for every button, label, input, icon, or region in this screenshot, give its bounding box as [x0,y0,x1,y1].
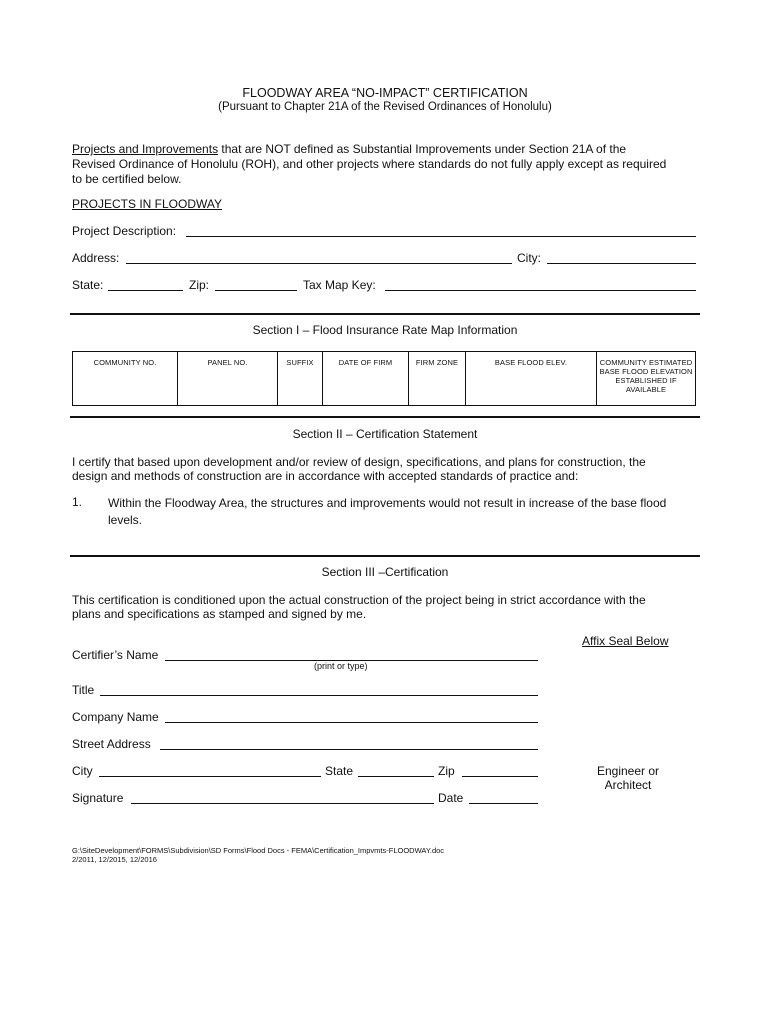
zip-field[interactable] [215,290,297,291]
column-base-flood-elev: BASE FLOOD ELEV. [466,352,597,406]
section-divider [70,313,700,315]
intro-line2: Revised Ordinance of Honolulu (ROH), and other projects where standards do not fully apply except as required [72,157,667,171]
intro-line1: that are NOT defined as Substantial Improvements under Section 21A of the [218,142,627,156]
project-description-label: Project Description: [72,224,177,238]
column-panel-no: PANEL NO. [178,352,278,406]
condition-line2: plans and specifications as stamped and signed by me. [72,607,367,621]
column-suffix: SUFFIX [278,352,323,406]
certifier-name-label: Certifier’s Name [72,648,159,662]
state-field[interactable] [108,290,183,291]
projects-heading: PROJECTS IN FLOODWAY [72,197,223,211]
column-community-no: COMMUNITY NO. [73,352,178,406]
footer [72,846,444,864]
certifier-state-label: State [325,764,354,778]
certifier-zip-field[interactable] [462,776,538,777]
tax-map-key-field[interactable] [385,290,696,291]
signature-label: Signature [72,791,124,805]
company-name-label: Company Name [72,710,159,724]
section1-heading: Section I – Flood Insurance Rate Map Information [252,323,518,337]
section-divider [70,416,700,418]
statement-line2: design and methods of construction are in accordance with accepted standards of practice and: [72,469,579,483]
engineer-line2: Architect [604,778,652,792]
address-label: Address: [72,251,120,265]
statement-line1: I certify that based upon development and/or review of design, specifications, and plans for construction, the [72,455,646,469]
item-line1: Within the Floodway Area, the structures and improvements would not result in increase of the base flood [108,496,667,510]
project-description-field[interactable] [186,236,696,237]
intro-line3: to be certified below. [72,172,182,186]
zip-label: Zip: [189,278,210,292]
column-date-of-firm: DATE OF FIRM [323,352,409,406]
certifier-state-field[interactable] [358,776,434,777]
address-field[interactable] [126,263,512,264]
date-field[interactable] [469,803,538,804]
company-name-field[interactable] [165,722,538,723]
intro-paragraph [72,142,712,187]
section-divider [70,555,700,557]
city-field[interactable] [547,263,696,264]
footer-file-path: G:\SiteDevelopment\FORMS\Subdivision\SD Forms\Flood Docs - FEMA\Certification_Impvmts-FLOODWAY.doc [72,846,445,855]
table-row [73,352,696,406]
print-or-type-hint: (print or type) [314,661,368,671]
footer-revision-dates: 2/2011, 12/2015, 12/2016 [72,855,157,864]
form-subtitle: (Pursuant to Chapter 21A of the Revised Ordinances of Honolulu) [218,101,552,113]
item-number: 1. [72,495,83,509]
street-address-label: Street Address [72,737,151,751]
section3-heading: Section III –Certification [321,565,449,579]
section2-heading: Section II – Certification Statement [292,427,478,441]
state-label: State: [72,278,104,292]
column-firm-zone: FIRM ZONE [409,352,466,406]
certification-condition [72,593,712,621]
certifier-city-label: City [72,764,93,778]
item-line2: levels. [108,513,143,527]
affix-seal-label: Affix Seal Below [582,634,669,648]
firm-info-table [72,351,696,406]
projects-improvements-link: Projects and Improvements [72,142,219,156]
title-label: Title [72,683,95,697]
tax-map-key-label: Tax Map Key: [303,278,376,292]
column-community-estimated-bfe: COMMUNITY ESTIMATED BASE FLOOD ELEVATION ESTABLISHED IF AVAILABLE [597,352,696,406]
certifier-zip-label: Zip [438,764,455,778]
certifier-city-field[interactable] [99,776,321,777]
street-address-field[interactable] [160,749,538,750]
signature-field[interactable] [131,803,434,804]
form-title: FLOODWAY AREA “NO-IMPACT” CERTIFICATION [242,86,528,100]
item-text [108,495,708,529]
city-label: City: [517,251,541,265]
certification-statement [72,455,712,483]
title-field[interactable] [100,695,538,696]
engineer-line1: Engineer or [596,764,660,778]
engineer-or-architect-note [578,764,678,792]
condition-line1: This certification is conditioned upon the actual construction of the project being in strict accordance with the [72,593,646,607]
date-label: Date [438,791,464,805]
